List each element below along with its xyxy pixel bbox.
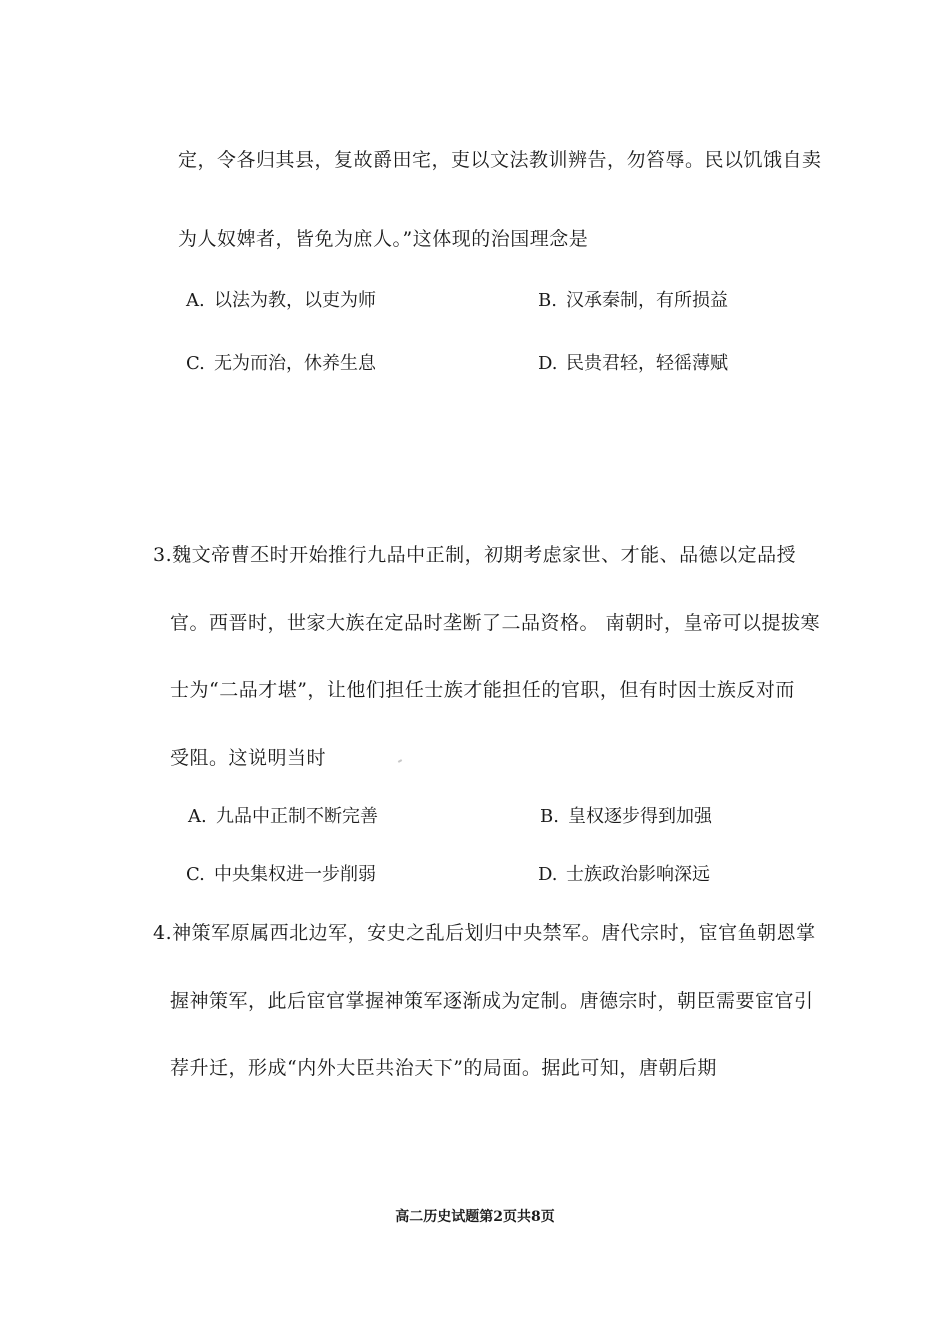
q3-option-d [538,863,710,887]
option-text: 无为而治，休养生息 [214,353,376,374]
q4-line-3: 荐升迁，形成“内外大臣共治天下”的局面。据此可知，唐朝后期 [170,1057,717,1079]
option-text: 民贵君轻，轻徭薄赋 [566,353,728,374]
option-letter: D. [538,353,558,374]
option-text: 九品中正制不断完善 [216,806,378,827]
q3-line-1: 3.魏文帝曹丕时开始推行九品中正制，初期考虑家世、才能、品德以定品授 [153,544,797,566]
q3-option-b [540,805,712,829]
option-letter: C. [186,353,205,374]
q2-option-a [186,289,376,313]
q2-option-c [186,352,376,376]
option-letter: B. [538,290,557,311]
q2-line-1: 定，令各归其县，复故爵田宅，吏以文法教训辨告，勿笞辱。民以饥饿自卖 [178,149,822,171]
option-text: 汉承秦制，有所损益 [566,290,728,311]
q4-line-2: 握神策军，此后宦官掌握神策军逐渐成为定制。唐德宗时，朝臣需要宦官引 [170,990,814,1012]
scan-speck [398,759,402,763]
q4-line-1: 4.神策军原属西北边军，安史之乱后划归中央禁军。唐代宗时，宦官鱼朝恩掌 [153,922,816,944]
option-letter: A. [188,806,207,827]
option-letter: D. [538,864,558,885]
q2-option-b [538,289,728,313]
q3-option-c [186,863,376,887]
option-letter: A. [186,290,205,311]
option-text: 中央集权进一步削弱 [214,864,376,885]
q3-option-a [188,805,378,829]
q2-line-2: 为人奴婢者，皆免为庶人。”这体现的治国理念是 [178,228,589,250]
option-text: 士族政治影响深远 [566,864,710,885]
q3-line-3: 士为“二品才堪”，让他们担任士族才能担任的官职，但有时因士族反对而 [170,679,795,701]
option-text: 皇权逐步得到加强 [568,806,712,827]
option-letter: B. [540,806,559,827]
page-footer: 高二历史试题第2页共8页 [395,1209,555,1225]
q3-line-2: 官。西晋时，世家大族在定品时垄断了二品资格。 南朝时，皇帝可以提拔寒 [170,612,821,634]
option-text: 以法为教，以吏为师 [214,290,376,311]
q2-option-d [538,352,728,376]
option-letter: C. [186,864,205,885]
q3-line-4: 受阻。这说明当时 [170,747,327,769]
